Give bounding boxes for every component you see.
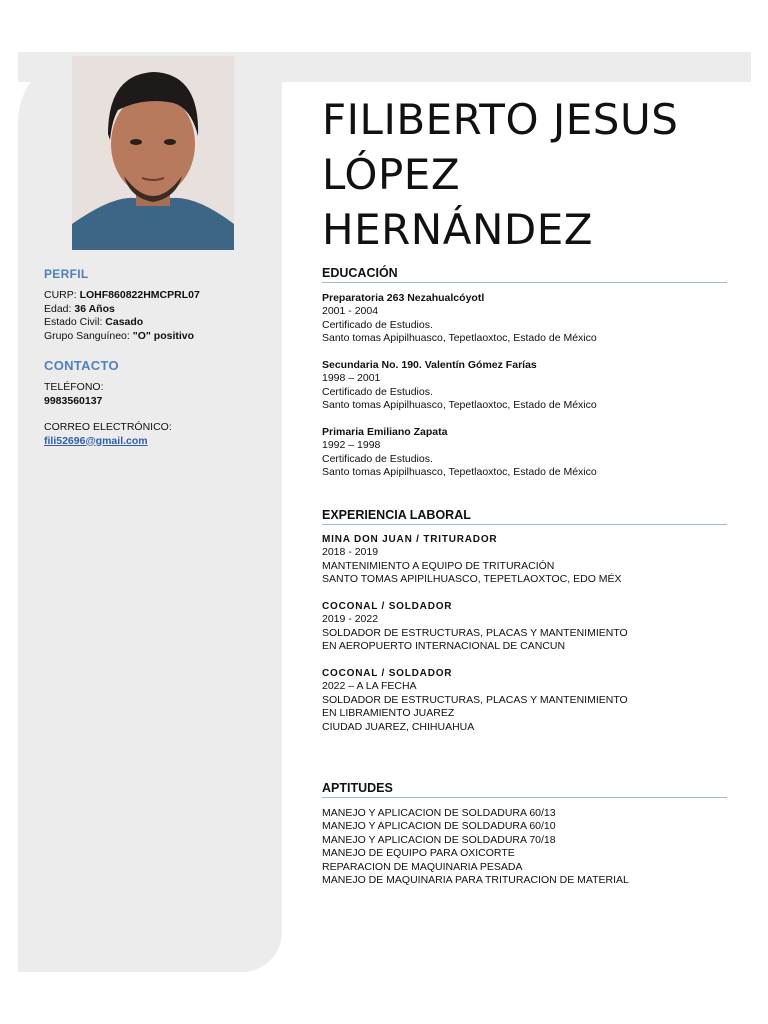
experiencia-heading: EXPERIENCIA LABORAL <box>322 508 727 525</box>
aptitude-item: MANEJO DE MAQUINARIA PARA TRITURACION DE MATERIAL <box>322 874 629 887</box>
email-link[interactable]: fili52696@gmail.com <box>44 434 148 447</box>
school-years: 1992 – 1998 <box>322 439 381 452</box>
job-line: EN LIBRAMIENTO JUAREZ <box>322 707 455 720</box>
email-block <box>44 421 172 448</box>
curp-label: CURP: <box>44 289 77 301</box>
profile-photo <box>72 56 234 250</box>
aptitude-item: MANEJO DE EQUIPO PARA OXICORTE <box>322 847 515 860</box>
job-years: 2022 – A LA FECHA <box>322 680 417 693</box>
name-line-2: LÓPEZ <box>322 150 461 199</box>
school-name: Secundaria No. 190. Valentín Gómez Farías <box>322 359 537 371</box>
school-years: 2001 - 2004 <box>322 305 379 318</box>
school-place: Santo tomas Apipilhuasco, Tepetlaoxtoc, Estado de México <box>322 399 597 412</box>
job-line: MANTENIMIENTO A EQUIPO DE TRITURACIÓN <box>322 559 555 572</box>
job-line: EN AEROPUERTO INTERNACIONAL DE CANCUN <box>322 640 566 653</box>
school-place: Santo tomas Apipilhuasco, Tepetlaoxtoc, Estado de México <box>322 332 597 345</box>
grupo-sanguineo-label: Grupo Sanguíneo: <box>44 329 130 342</box>
phone-value: 9983560137 <box>44 394 103 407</box>
full-name <box>322 92 678 257</box>
school-years: 1998 – 2001 <box>322 372 381 385</box>
job-line: SOLDADOR DE ESTRUCTURAS, PLACAS Y MANTENIMIENTO <box>322 626 628 639</box>
grupo-sanguineo-value: "O" positivo <box>132 329 195 342</box>
estado-civil-row <box>44 316 200 330</box>
aptitude-item: REPARACION DE MAQUINARIA PESADA <box>322 860 523 873</box>
aptitudes-list <box>322 807 629 887</box>
school-name: Preparatoria 263 Nezahualcóyotl <box>322 292 485 304</box>
school-name: Primaria Emiliano Zapata <box>322 426 448 438</box>
job-company: COCONAL / SOLDADOR <box>322 668 453 679</box>
curp-row <box>44 289 200 303</box>
education-item <box>322 292 732 346</box>
grupo-sanguineo-row <box>44 330 200 344</box>
email-label: CORREO ELECTRÓNICO: <box>44 421 172 433</box>
phone-label: TELÉFONO: <box>44 381 104 393</box>
school-cert: Certificado de Estudios. <box>322 318 433 331</box>
job-line: CIUDAD JUAREZ, CHIHUAHUA <box>322 720 475 733</box>
job-item <box>322 667 732 734</box>
job-years: 2018 - 2019 <box>322 546 379 559</box>
estado-civil-label: Estado Civil: <box>44 316 103 328</box>
education-item <box>322 426 732 480</box>
contacto-heading: CONTACTO <box>44 358 119 373</box>
portrait-image <box>72 56 234 250</box>
aptitudes-heading: APTITUDES <box>322 781 727 798</box>
job-line: SANTO TOMAS APIPILHUASCO, TEPETLAOXTOC, EDO MÉX <box>322 573 622 586</box>
perfil-list <box>44 289 200 343</box>
perfil-heading: PERFIL <box>44 267 89 281</box>
curp-value: LOHF860822HMCPRL07 <box>79 289 200 301</box>
edad-label: Edad: <box>44 302 72 315</box>
phone-block <box>44 381 104 408</box>
aptitude-item: MANEJO Y APLICACION DE SOLDADURA 70/18 <box>322 833 556 846</box>
aptitude-item: MANEJO Y APLICACION DE SOLDADURA 60/13 <box>322 807 556 819</box>
job-years: 2019 - 2022 <box>322 613 379 626</box>
edad-value: 36 Años <box>74 302 115 315</box>
job-company: COCONAL / SOLDADOR <box>322 601 453 612</box>
aptitude-item: MANEJO Y APLICACION DE SOLDADURA 60/10 <box>322 820 556 833</box>
job-item <box>322 533 732 587</box>
estado-civil-value: Casado <box>105 316 144 328</box>
job-item <box>322 600 732 654</box>
school-cert: Certificado de Estudios. <box>322 385 433 398</box>
name-line-1: FILIBERTO JESUS <box>322 95 679 144</box>
edad-row <box>44 303 200 317</box>
job-line: SOLDADOR DE ESTRUCTURAS, PLACAS Y MANTENIMIENTO <box>322 693 628 706</box>
school-place: Santo tomas Apipilhuasco, Tepetlaoxtoc, Estado de México <box>322 466 597 479</box>
job-company: MINA DON JUAN / TRITURADOR <box>322 534 498 545</box>
school-cert: Certificado de Estudios. <box>322 452 433 465</box>
name-line-3: HERNÁNDEZ <box>322 205 594 254</box>
education-item <box>322 359 732 413</box>
educacion-heading: EDUCACIÓN <box>322 266 727 283</box>
